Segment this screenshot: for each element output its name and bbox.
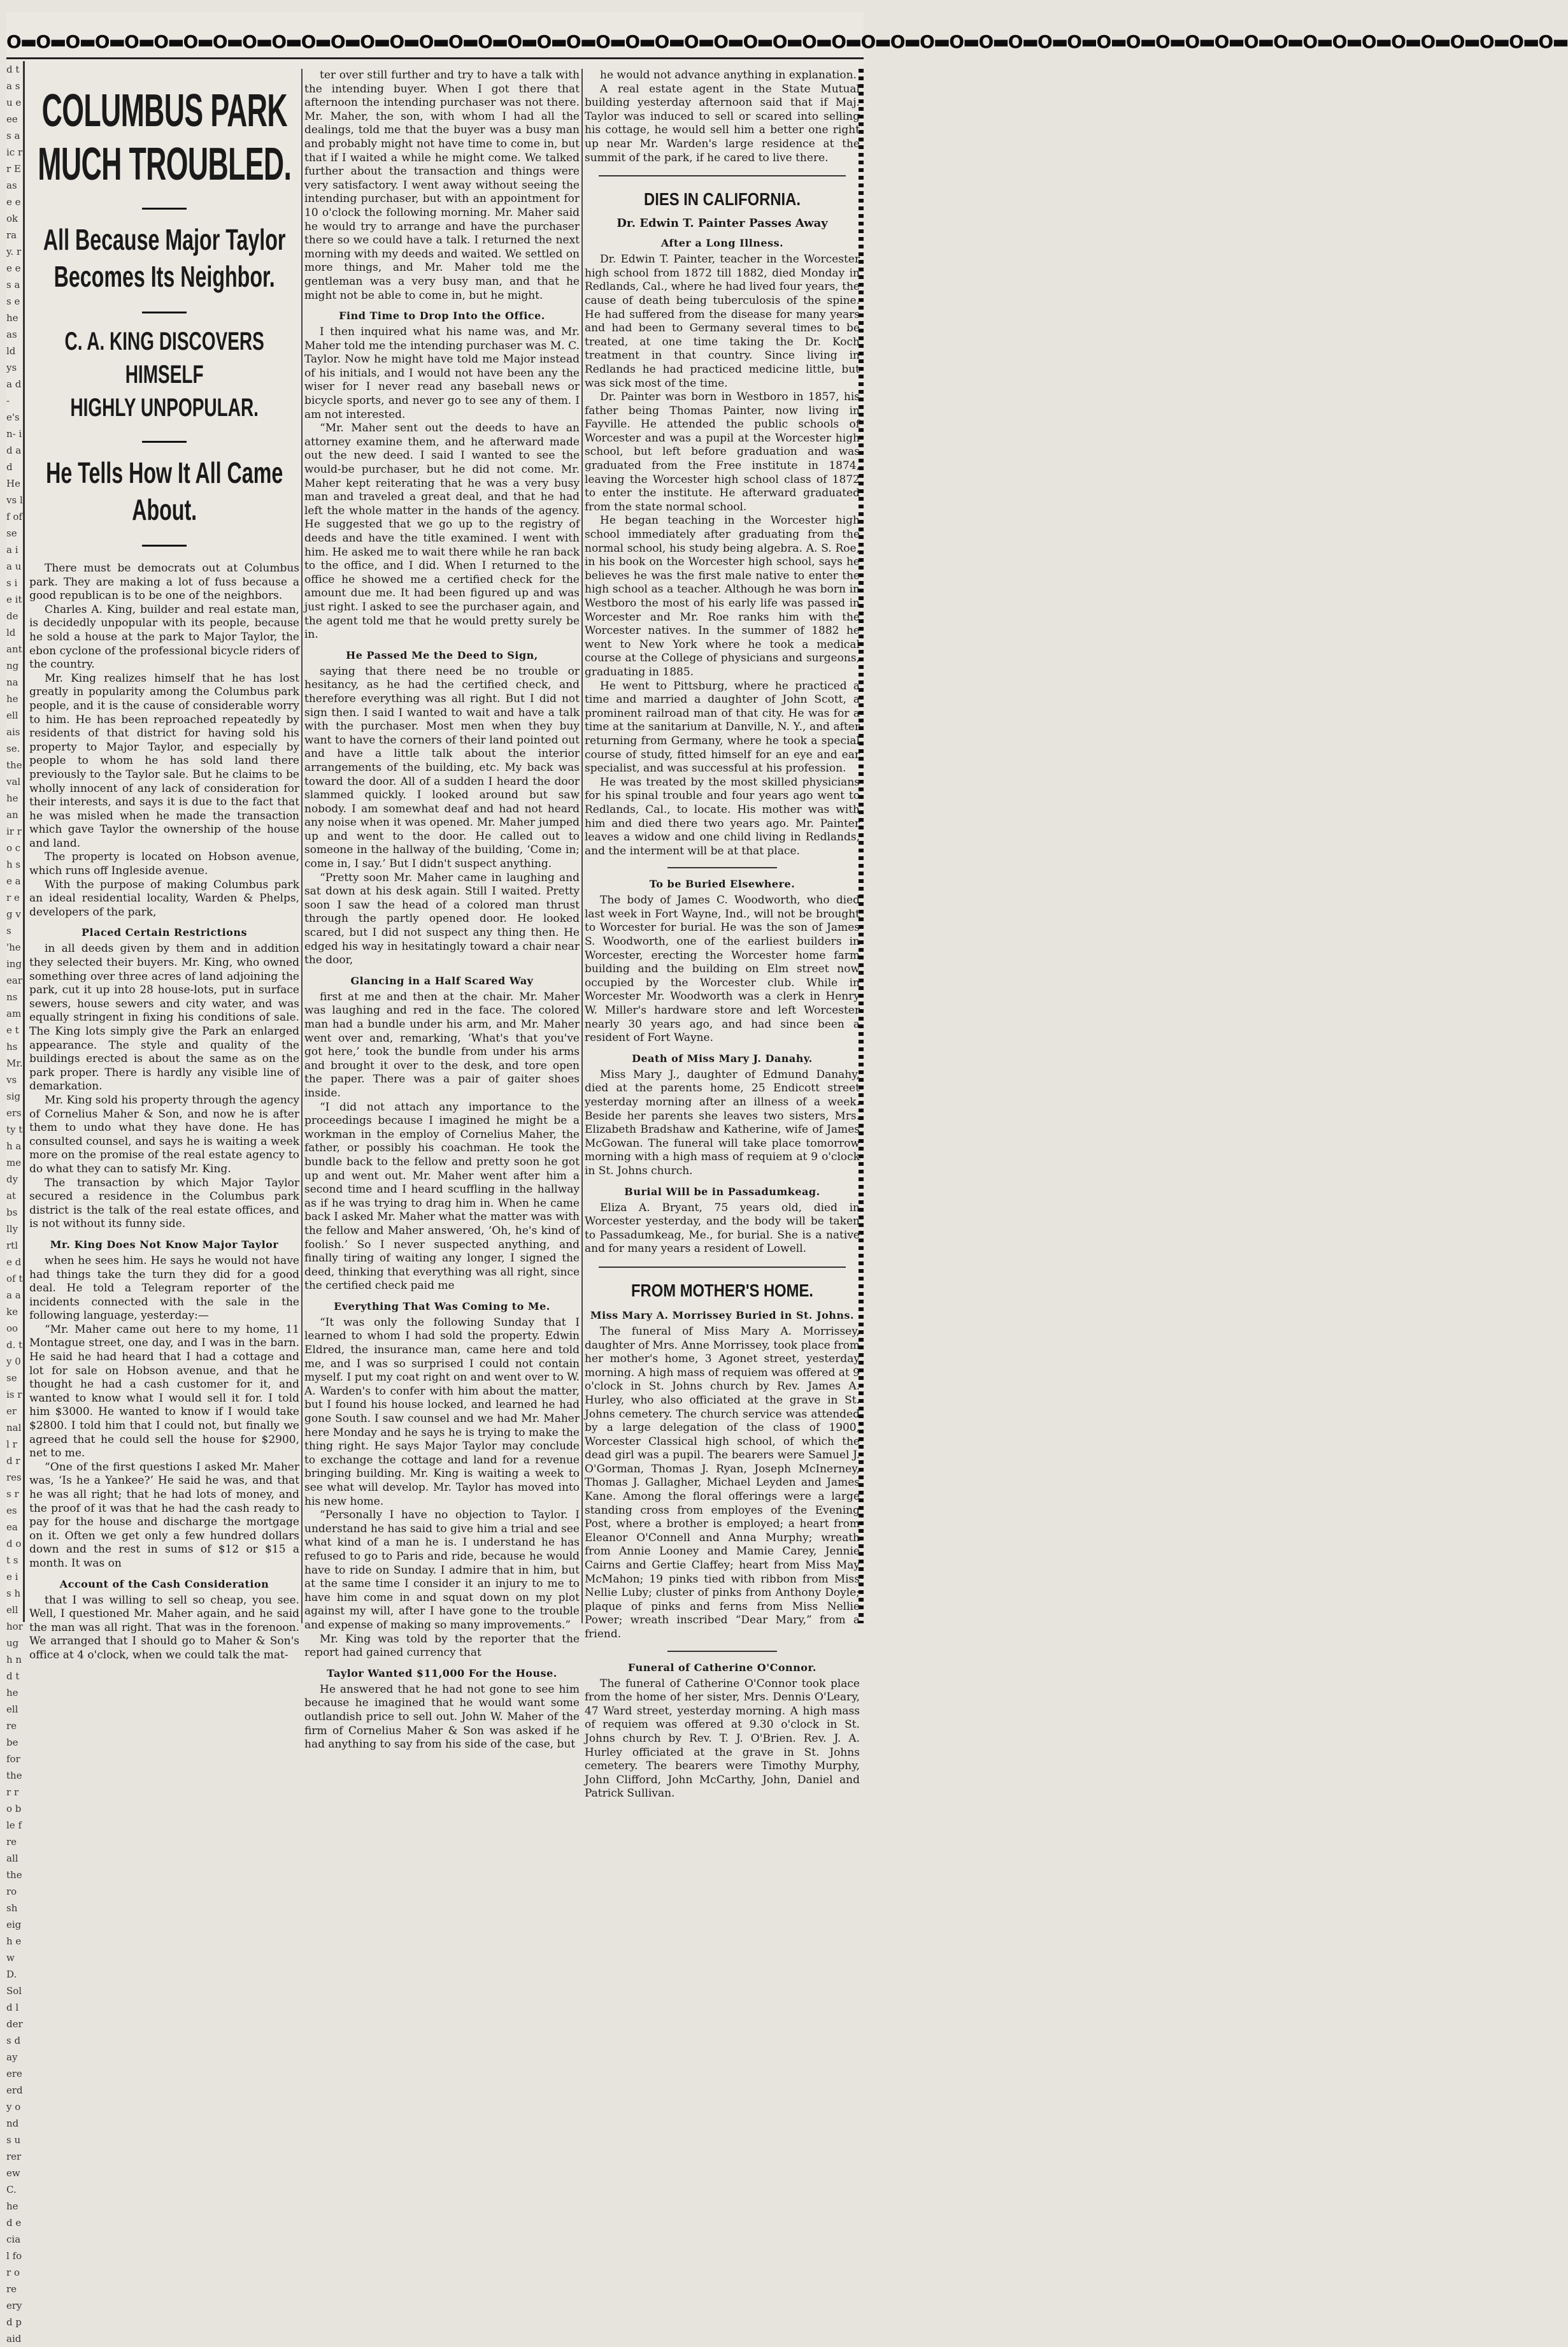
subheading: Death of Miss Mary J. Danahy. (632, 1052, 813, 1065)
deck-headline-1: All Because Major Taylor Becomes Its Neighbor. (43, 223, 286, 293)
paragraph: “Personally I have no objection to Taylor. I understand he has said to give him a trial and see what kind of a man he is. I understand he has refused to go to Paris and ride, because he would have to ride on Sunday. I admire that in him, but at the same time I consider it an injury to me to have him come in and squat down on my plot against my will, after I have gone to the trouble and expense of making so many improvements.” (304, 1509, 580, 1632)
article-headline: FROM MOTHER'S HOME. (631, 1280, 813, 1300)
paragraph: “It was only the following Sunday that I learned to whom I had sold the property. Edwin Eldred, the insurance man, came here and told me, and I was so surprised I could not contain myself. I put my coat right on and went over to W. A. Warden's to confer with him about the matter, but I found his house locked, and learned he had gone South. I saw counsel and we had Mr. Maher here Monday and he says he is trying to make the thing right. He says Major Taylor may conclude to exchange the cottage and land for a revenue bringing building. Mr. King is waiting a week to see what will develop. Mr. Taylor has moved into his new home. (304, 1316, 580, 1508)
subheading: Placed Certain Restrictions (82, 926, 247, 939)
column-rule (581, 69, 583, 1623)
paragraph: “I did not attach any importance to the proceedings because I imagined he might be a workman in the employ of Cornelius Maher, the father, or possibly his coachman. He took the bundle back to the fellow and pretty soon he got up and went out. Mr. Maher went after him a second time and I heard scuffling in the hallway as if he was trying to drag him in. When he came back I asked Mr. Maher what the matter was with the fellow and Maher answered, ‘Oh, he's kind of foolish.’ So I never suspected anything, and finally tiring of waiting any longer, I signed the deed, thinking that everything was all right, since the certified check paid me (304, 1100, 580, 1293)
paragraph: when he sees him. He says he would not have had things take the turn they did for a good deal. He told a Telegram reporter of the incidents connected with the sale in the following language, yesterday:— (29, 1254, 299, 1323)
main-headline: COLUMBUS PARK MUCH TROUBLED. (37, 85, 292, 190)
paragraph: He began teaching in the Worcester high school immediately after graduating from the normal school, his study being algebra. A. S. Roe, in his book on the Worcester high school, says he believes he was the first male native to enter the high school as a teacher. Although he was born in Westboro the most of his early life was passed in Worcester and Mr. Roe ranks him with the Worcester natives. In the summer of 1882 he went to New York where he took a medical course at the College of physicians and surgeons, graduating in 1885. (585, 514, 860, 678)
subheading: Taylor Wanted $11,000 For the House. (327, 1667, 557, 1679)
divider (142, 312, 187, 313)
paragraph: Dr. Painter was born in Westboro in 1857, his father being Thomas Painter, now living in Fayville. He attended the public schools of Worcester and was a pupil at the Worcester high school, but left before graduation and was graduated from the Free institute in 1874, leaving the Worcester high school class of 1872 to enter the institute. He afterward graduated from the state normal school. (585, 391, 860, 513)
paragraph: “Mr. Maher sent out the deeds to have an attorney examine them, and he afterward made out the new deed. I said I wanted to see the would-be purchaser, but he did not come. Mr. Maher kept reiterating that he was a very busy man and traveled a great deal, and that he had left the whole matter in the hands of the agency. He suggested that we go up to the registry of deeds and have the title examined. I went with him. He asked me to wait there while he ran back to the office, and I did. When I returned to the office he showed me a certified check for the amount due me. It had been figured up and was just right. I asked to see the purchaser again, and the agent told me that he would pretty surely be in. (304, 422, 580, 642)
paragraph: in all deeds given by them and in addition they selected their buyers. Mr. King, who owned something over three acres of land adjoining the park, cut it up into 28 house-lots, put in surface sewers, house sewers and city water, and was equally stringent in fixing his conditions of sale. The King lots simply give the Park an enlarged appearance. The style and quality of the buildings erected is about the same as on the park proper. There is hardly any visible line of demarkation. (29, 942, 299, 1093)
paragraph: The funeral of Catherine O'Connor took place from the home of her sister, Mrs. Dennis O'Leary, 47 Ward street, yesterday morning. A high mass of requiem was offered at 9.30 o'clock in St. Johns church by Rev. T. J. O'Brien. Rev. J. A. Hurley officiated at the grave in St. Johns cemetery. The bearers were Timothy Murphy, John Clifford, John McCarthy, John, Daniel and Patrick Sullivan. (585, 1677, 860, 1800)
subheading: He Passed Me the Deed to Sign, (346, 649, 538, 661)
article-column-1 (29, 69, 299, 1662)
decorative-border-strip: O▬O▬O▬O▬O▬O▬O▬O▬O▬O▬O▬O▬O▬O▬O▬O▬O▬O▬O▬O▬O▬O▬O▬O▬O▬O▬O▬O▬O▬O▬O▬O▬O▬O▬O▬O▬O▬O▬O▬O▬O▬O▬O▬O▬O▬O▬O▬O▬O▬O▬O▬O▬O▬ (6, 31, 1568, 52)
subheading: Funeral of Catherine O'Connor. (628, 1661, 816, 1674)
paragraph: Mr. King realizes himself that he has lost greatly in popularity among the Columbus park people, and it is the cause of considerable worry to him. He has been reproached repeatedly by residents of that district for having sold his property to Major Taylor, and especially by people to whom he has sold land there previously to the Taylor sale. But he claims to be wholly innocent of any lack of consideration for their interests, and says it is due to the fact that he was misled when he made the transaction which gave Taylor the ownership of the house and land. (29, 671, 299, 850)
subheading: Everything That Was Coming to Me. (334, 1300, 550, 1312)
divider (667, 867, 778, 868)
paragraph: first at me and then at the chair. Mr. Maher was laughing and red in the face. The colored man had a bundle under his arm, and Mr. Maher went over and, remarking, ‘What's that you've got here,’ took the bundle from under his arms and brought it over to the desk, and tore open the paper. There was a pair of gaiter shoes inside. (304, 990, 580, 1100)
paragraph: I then inquired what his name was, and Mr. Maher told me the intending purchaser was M. C. Taylor. Now he might have told me Major instead of his initials, and I would not have been any the wiser for I never read any baseball news or bicycle sports, and never go to see any of them. I am not interested. (304, 326, 580, 421)
paragraph: A real estate agent in the State Mutual building yesterday afternoon said that if Maj. Taylor was induced to sell or scared into selling his cottage, he would sell him a better one right up near Mr. Warden's large residence at the summit of the park, if he cared to live there. (585, 82, 860, 164)
paragraph: Miss Mary J., daughter of Edmund Danahy, died at the parents home, 25 Endicott street yesterday morning after an illness of a week. Beside her parents she leaves two sisters, Mrs. Elizabeth Bradshaw and Katherine, wife of James McGowan. The funeral will take place tomorrow morning with a high mass of requiem at 9 o'clock in St. Johns church. (585, 1068, 860, 1177)
subheading: Miss Mary A. Morrissey Buried in St. Johns. (590, 1309, 855, 1321)
divider (142, 441, 187, 443)
paragraph: Charles A. King, builder and real estate man, is decidedly unpopular with its people, because he sold a house at the park to Major Taylor, the ebon cyclone of the professional bicycle riders of the country. (29, 603, 299, 671)
paragraph: The transaction by which Major Taylor secured a residence in the Columbus park district is the talk of the real estate offices, and is not without its funny side. (29, 1176, 299, 1231)
paragraph: Dr. Edwin T. Painter, teacher in the Worcester high school from 1872 till 1882, died Monday in Redlands, Cal., where he had lived four years, the cause of death being tuberculosis of the spine. He had suffered from the disease for many years and had been to Germany several times to be treated, at one time taking the Dr. Koch treatment in that country. Since living in Redlands he had practiced medicine little, but was sick most of the time. (585, 253, 860, 390)
divider (599, 1267, 846, 1268)
subheading: To be Buried Elsewhere. (649, 878, 795, 891)
paragraph: he would not advance anything in explanation. (600, 69, 857, 82)
paragraph: He answered that he had not gone to see him because he imagined that he would want some outlandish price to sell out. John W. Maher of the firm of Cornelius Maher & Son was asked if he had anything to say from his side of the case, but (304, 1683, 580, 1751)
paragraph: The funeral of Miss Mary A. Morrissey, daughter of Mrs. Anne Morrissey, took place from her mother's home, 3 Agonet street, yesterday morning. A high mass of requiem was offered at 9 o'clock in St. Johns church by Rev. James A. Hurley, who also officiated at the grave in St. Johns cemetery. The church service was attended by a large delegation of the class of 1900, Worcester Classical high school, of which the dead girl was a pupil. The bearers were Samuel J. O'Gorman, Thomas J. Ryan, Joseph McInerney, Thomas J. Gallagher, Michael Leyden and James Kane. Among the floral offerings were a large standing cross from employes of the Evening Post, where a brother is employed; a heart from Eleanor O'Connell and Anna Murphy; wreath from Annie Looney and Mamie Carey, Jennie Cairns and Gertie Claffey; heart from Miss May McMahon; 19 pinks tied with ribbon from Miss Nellie Luby; cluster of pinks from Anthony Doyle; plaque of pinks and ferns from Miss Nellie Power; wreath inscribed “Dear Mary,” from a friend. (585, 1324, 860, 1640)
paragraph: Mr. King sold his property through the agency of Cornelius Maher & Son, and now he is after them to undo what they have done. He has consulted counsel, and says he is waiting a week more on the promise of the real estate agency to do what they can to satisfy Mr. King. (29, 1093, 299, 1175)
subheading: After a Long Illness. (660, 237, 784, 250)
paragraph: With the purpose of making Columbus park an ideal residential locality, Warden & Phelps, developers of the park, (29, 878, 299, 919)
border-rule (6, 57, 864, 59)
paragraph: Eliza A. Bryant, 75 years old, died in Worcester yesterday, and the body will be taken to Passadumkeag, Me., for burial. She is a native and for many years a resident of Lowell. (585, 1201, 860, 1256)
article-column-2 (304, 69, 580, 1751)
subheading: Account of the Cash Consideration (59, 1577, 269, 1590)
paragraph: “Pretty soon Mr. Maher came in laughing and sat down at his desk again. Still I waited. Pretty soon I saw the head of a colored man thrust through the partly opened door. He looked scared, but I did not suspect any thing then. He edged his way in hesitatingly toward a chair near the door, (304, 871, 580, 967)
paragraph: There must be democrats out at Columbus park. They are making a lot of fuss because a good republican is to be one of the neighbors. (29, 562, 299, 603)
paragraph: He was treated by the most skilled physicians for his spinal trouble and four years ago went to Redlands, Cal., to locate. His mother was with him and died there two years ago. Mr. Painter leaves a widow and one child living in Redlands, and the interment will be at that place. (585, 775, 860, 858)
paragraph: that I was willing to sell so cheap, you see. Well, I questioned Mr. Maher again, and he said the man was all right. That was in the forenoon. We arranged that I should go to Maher & Son's office at 4 o'clock, when we could talk the mat- (29, 1593, 299, 1662)
cut-off-left-column: d t a s u e ee s a ic r r E as e e ok ra y. re es as e he as ld ys a d- e's n- id ad He vs lf of se a ia us ie it de ld ant ng na he ell ais se. the val he an ir ro ch se ar eg vs 'he ing ear ns ame ths Mr. vs sig ers ty th ame dy at bs lly rtle d of ta ake ood. ty 0 se is rer nall rd r ress res ead ot se is hell hor ugh nd the ell re be for ther ro ble fre all the ro sh eigh ew D. Sold lders day ere erdy ond s urer ew C. he d ecial for ore ery d paid (6, 61, 25, 1622)
paragraph: The property is located on Hobson avenue, which runs off Ingleside avenue. (29, 851, 299, 878)
subheading: Burial Will be in Passadumkeag. (624, 1185, 820, 1198)
subheading: Find Time to Drop Into the Office. (339, 310, 545, 322)
paragraph: “One of the first questions I asked Mr. Maher was, ‘Is he a Yankee?’ He said he was, and that he was all right; that he had lots of money, and the proof of it was that he had the cash ready to pay for the house and discharge the mortgage on it. Often we get only a few hundred dollars down and the rest in sums of $12 or $15 a month. It was on (29, 1460, 299, 1570)
paragraph: “Mr. Maher came out here to my home, 11 Montague street, one day, and I was in the barn. He said he had heard that I had a cottage and lot for sale on Hobson avenue, and that he thought he had a cash customer for it, and wanted to know what I would sell it for. I told him $3000. He wanted to know if I would take $2800. I told him that I could not, but finally we agreed that he could sell the house for $2900, net to me. (29, 1323, 299, 1460)
subheading: Mr. King Does Not Know Major Taylor (50, 1238, 279, 1251)
divider (142, 208, 187, 210)
newspaper-page (6, 11, 1568, 2344)
deck-headline-2: C. A. KING DISCOVERS HIMSELF HIGHLY UNPOPULAR. (64, 327, 264, 422)
divider (142, 545, 187, 547)
article-headline: DIES IN CALIFORNIA. (644, 189, 801, 210)
article-column-3 (585, 69, 860, 1800)
deck-headline-3: He Tells How It All Came About. (45, 456, 283, 526)
column-rule (301, 69, 303, 1623)
paragraph: Mr. King was told by the reporter that the report had gained currency that (304, 1632, 580, 1660)
divider (667, 1651, 778, 1652)
paragraph: ter over still further and try to have a talk with the intending buyer. When I got there that afternoon the intending purchaser was not there. Mr. Maher, the son, with whom I had all the dealings, told me that the buyer was a busy man and probably might not have time to come in, but that if I waited a while he might come. We talked further about the transaction and things were very satisfactory. I went away without seeing the intending purchaser, but with an appointment for 10 o'clock the following morning. Mr. Maher said he would try to arrange and have the purchaser there so we could have a talk. I returned the next morning with my deeds and waited. We settled on more things, and Mr. Maher told me the gentleman was a very busy man, and that he might not be able to come in, but he might. (304, 69, 580, 302)
paragraph: The body of James C. Woodworth, who died last week in Fort Wayne, Ind., will not be brought to Worcester for burial. He was the son of James S. Woodworth, one of the earliest builders in Worcester, erecting the Worcester home farm building and the building on Elm street now occupied by the Worcester club. While in Worcester Mr. Woodworth was a clerk in Henry W. Miller's hardware store and left Worcester nearly 30 years ago, and had since been a resident of Fort Wayne. (585, 894, 860, 1045)
paragraph: saying that there need be no trouble or hesitancy, as he had the certified check, and therefore everything was all right. But I did not sign then. I said I wanted to wait and have a talk with the purchaser. Most men when they buy want to have the corners of their land pointed out and have a little talk about the interior arrangements of the building, etc. My back was toward the door. All of a sudden I heard the door slammed quickly. I looked around but saw nobody. I am somewhat deaf and had not heard any noise when it was opened. Mr. Maher jumped up and went to the door. He called out to someone in the hallway of the building, ‘Come in; come in, I say.’ But I didn't suspect anything. (304, 664, 580, 871)
subheading: Dr. Edwin T. Painter Passes Away (617, 217, 828, 231)
subheading: Glancing in a Half Scared Way (350, 974, 534, 987)
divider (599, 175, 846, 176)
paragraph: He went to Pittsburg, where he practiced a time and married a daughter of John Scott, a prominent railroad man of that city. He was for a time at the sanitarium at Danville, N. Y., and after returning from Germany, where he took a special course of study, fitted himself for an eye and ear specialist, and was successful at his profession. (585, 679, 860, 775)
